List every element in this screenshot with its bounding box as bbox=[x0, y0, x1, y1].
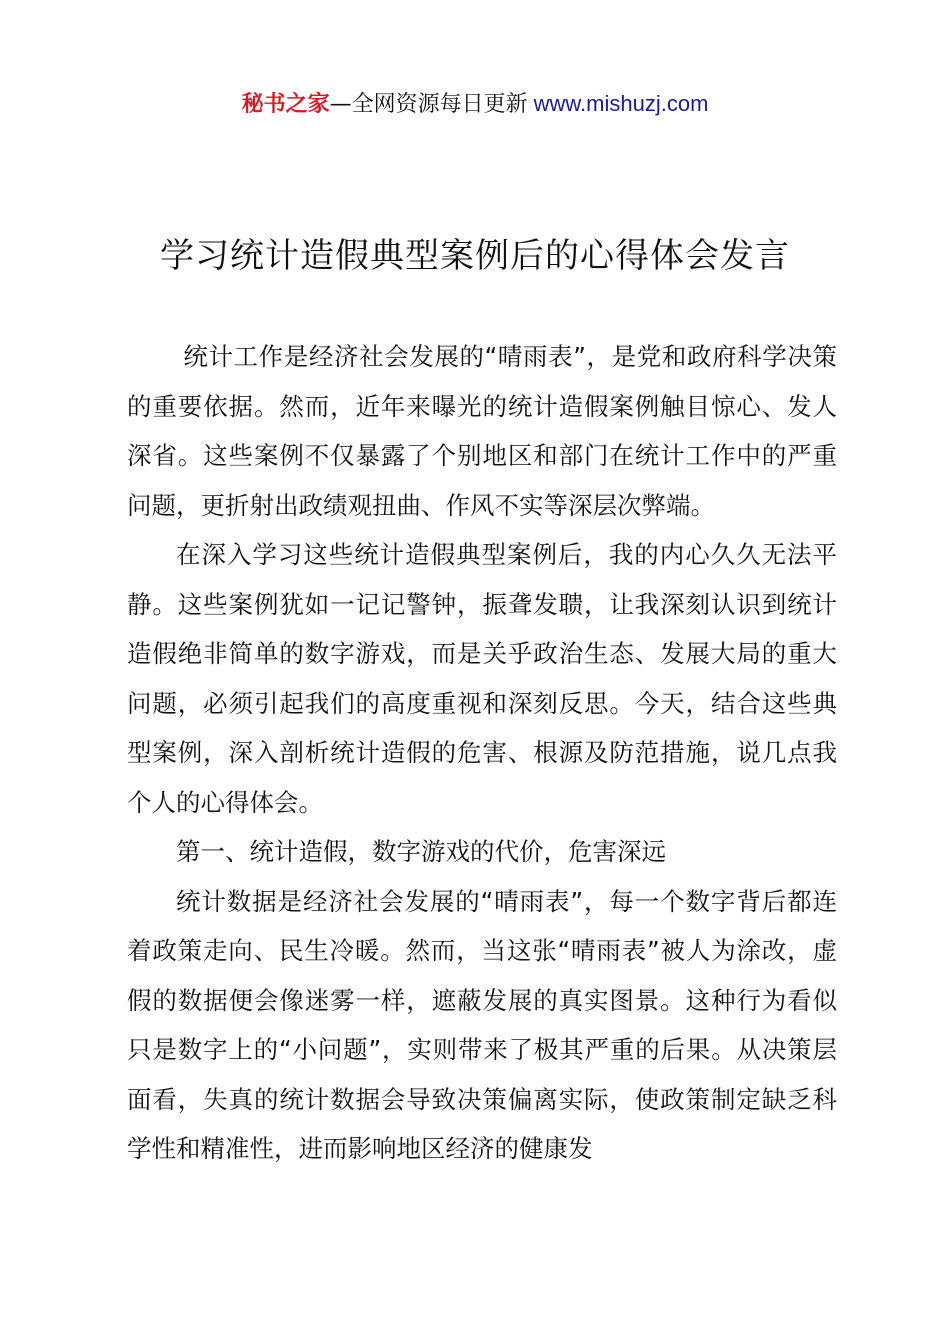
document-title: 学习统计造假典型案例后的心得体会发言 bbox=[160, 236, 790, 276]
paragraph-intro: 统计工作是经济社会发展的“晴雨表”，是党和政府科学决策的重要依据。然而，近年来曝光的统计造假案例触目惊心、发人深省。这些案例不仅暴露了个别地区和部门在统计工作中的严重问题，更折射出政绩观扭曲、作风不实等深层次弊端。 bbox=[127, 342, 837, 520]
section-heading: 第一、统计造假，数字游戏的代价，危害深远 bbox=[176, 837, 666, 866]
document-body bbox=[127, 332, 837, 1174]
site-tagline: —全网资源每日更新 bbox=[329, 92, 528, 117]
site-name: 秘书之家 bbox=[241, 92, 330, 117]
paragraph-reflection: 在深入学习这些统计造假典型案例后，我的内心久久无法平静。这些案例犹如一记记警钟，振聋发聩，让我深刻认识到统计造假绝非简单的数字游戏，而是关乎政治生态、发展大局的重大问题，必须引起我们的高度重视和深刻反思。今天，结合这些典型案例，深入剖析统计造假的危害、根源及防范措施，说几点我个人的心得体会。 bbox=[127, 540, 837, 817]
paragraph-section-one: 统计数据是经济社会发展的“晴雨表”，每一个数字背后都连着政策走向、民生冷暖。然而，当这张“晴雨表”被人为涂改，虚假的数据便会像迷雾一样，遮蔽发展的真实图景。这种行为看似只是数字上的“小问题”，实则带来了极其严重的后果。从决策层面看，失真的统计数据会导致决策偏离实际，使政策制定缺乏科学性和精准性，进而影响地区经济的健康发 bbox=[127, 886, 837, 1163]
site-header bbox=[0, 88, 950, 121]
site-url-link[interactable]: www.mishuzj.com bbox=[533, 91, 709, 116]
